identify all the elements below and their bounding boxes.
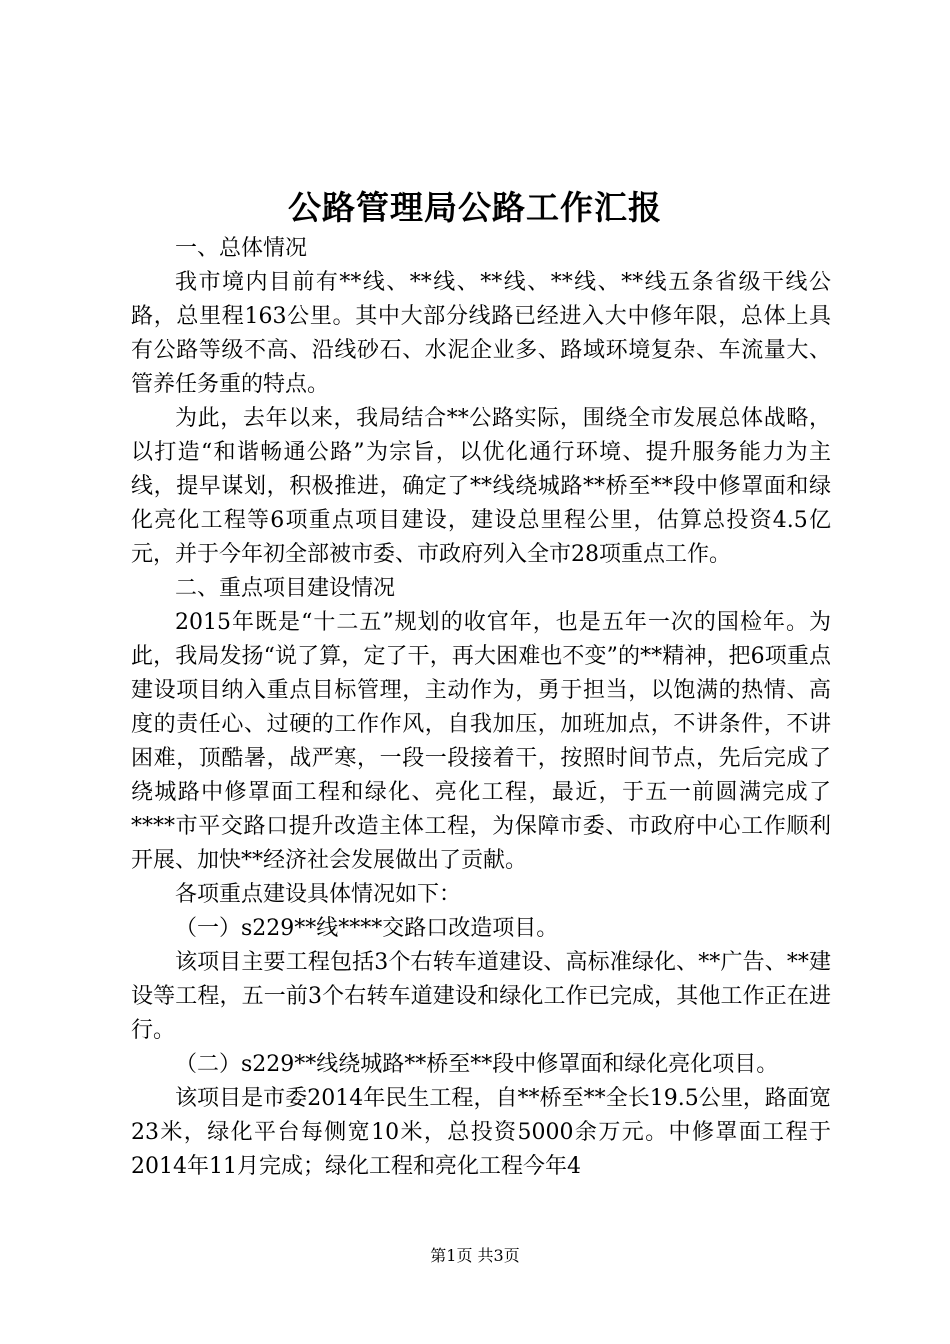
page-footer: 第1页 共3页	[430, 1246, 520, 1265]
paragraph-project-2: 该项目是市委2014年民生工程，自**桥至**全长19.5公里，路面宽23米，绿化平台每侧宽10米，总投资5000余万元。中修罩面工程于2014年11月完成；绿化工程和亮化工程今年4	[131, 1086, 831, 1179]
subheading-project-1: （一）s229**线****交路口改造项目。	[175, 916, 559, 941]
paragraph-overview-2: 为此，去年以来，我局结合**公路实际，围绕全市发展总体战略，以打造“和谐畅通公路”为宗旨，以优化通行环境、提升服务能力为主线，提早谋划，积极推进，确定了**线绕城路**桥至**段中修罩面和绿化亮化工程等6项重点项目建设，建设总里程公里，估算总投资4.5亿元，并于今年初全部被市委、市政府列入全市28项重点工作。	[131, 406, 831, 567]
subheading-project-2: （二）s229**线绕城路**桥至**段中修罩面和绿化亮化项目。	[175, 1052, 779, 1077]
section-heading-overview: 一、总体情况	[175, 236, 308, 261]
section-heading-key-projects: 二、重点项目建设情况	[175, 576, 396, 601]
document-title: 公路管理局公路工作汇报	[288, 188, 662, 227]
paragraph-key-projects-intro: 各项重点建设具体情况如下：	[175, 882, 462, 907]
document-body	[131, 232, 831, 1184]
paragraph-project-1: 该项目主要工程包括3个右转车道建设、高标准绿化、**广告、**建设等工程，五一前3个右转车道建设和绿化工作已完成，其他工作正在进行。	[131, 950, 831, 1043]
paragraph-key-projects-1: 2015年既是“十二五”规划的收官年，也是五年一次的国检年。为此，我局发扬“说了算，定了干，再大困难也不变”的**精神，把6项重点建设项目纳入重点目标管理，主动作为，勇于担当，以饱满的热情、高度的责任心、过硬的工作作风，自我加压，加班加点，不讲条件，不讲困难，顶酷暑，战严寒，一段一段接着干，按照时间节点，先后完成了绕城路中修罩面工程和绿化、亮化工程，最近，于五一前圆满完成了****市平交路口提升改造主体工程，为保障市委、市政府中心工作顺利开展、加快**经济社会发展做出了贡献。	[131, 610, 831, 873]
paragraph-overview-1: 我市境内目前有**线、**线、**线、**线、**线五条省级干线公路，总里程163公里。其中大部分线路已经进入大中修年限，总体上具有公路等级不高、沿线砂石、水泥企业多、路域环境复杂、车流量大、管养任务重的特点。	[131, 270, 831, 397]
